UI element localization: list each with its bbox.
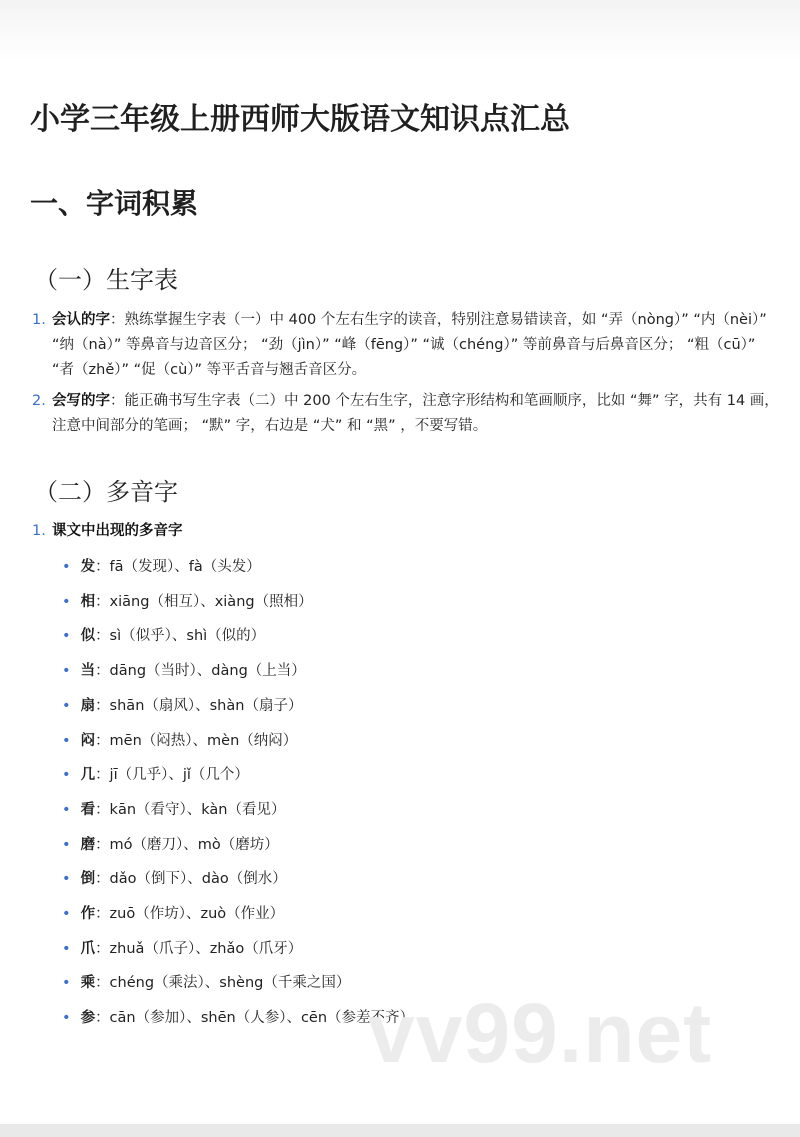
item-key: 会认的字	[52, 312, 110, 328]
pinyin-text: ：cān（参加）、shēn（人参）、cēn（参差不齐）	[95, 1010, 415, 1027]
char-key: 相	[80, 593, 96, 610]
char-key: 扇	[80, 697, 96, 714]
pinyin-text: ：shān（扇风）、shàn（扇子）	[95, 697, 303, 714]
pinyin-text: ：mēn（闷热）、mèn（纳闷）	[95, 732, 298, 749]
bullet-icon: •	[62, 732, 71, 749]
bullet-icon: •	[62, 940, 71, 957]
bullet-item	[62, 592, 313, 612]
char-key: 参	[80, 1010, 96, 1027]
pinyin-text: ：zhuǎ（爪子）、zhǎo（爪牙）	[95, 940, 303, 957]
item-text: ：能正确书写生字表（二）中 200 个左右生字，注意字形结构和笔画顺序，比如 “舞” 字，共有 14 画，注意中间部分的笔画； “默” 字，右边是 “犬” 和 “黑” ，不要写错。	[52, 393, 779, 434]
bullet-item	[62, 696, 302, 716]
page-title: 小学三年级上册西师大版语文知识点汇总	[30, 102, 570, 137]
bullet-item	[62, 661, 306, 681]
bullet-item	[62, 800, 286, 820]
list-item	[32, 308, 782, 383]
bullet-item	[62, 904, 284, 924]
char-key: 当	[80, 663, 96, 680]
pinyin-text: ：sì（似乎）、shì（似的）	[95, 628, 266, 645]
bullet-icon: •	[62, 697, 71, 714]
item-key: 会写的字	[52, 393, 110, 409]
bullet-item	[62, 973, 350, 993]
list-number: 1.	[32, 523, 46, 539]
char-key: 发	[80, 559, 96, 575]
bullet-icon: •	[62, 975, 71, 992]
list-number: 2.	[32, 393, 46, 409]
bullet-icon: •	[62, 628, 71, 645]
bullet-item	[62, 765, 249, 785]
char-key: 乘	[80, 975, 96, 992]
list-number: 1.	[32, 312, 46, 328]
bullet-icon: •	[62, 906, 71, 922]
bullet-icon: •	[62, 663, 71, 680]
subsection-heading: （一）生字表	[34, 266, 178, 294]
bullet-item	[62, 939, 302, 959]
bullet-item	[62, 869, 287, 889]
bullet-item	[62, 835, 279, 855]
bullet-icon: •	[62, 559, 71, 575]
char-key: 倒	[80, 871, 96, 888]
char-key: 磨	[80, 836, 96, 853]
bullet-icon: •	[62, 871, 71, 888]
watermark: vv99.net	[368, 986, 713, 1080]
char-key: 作	[80, 906, 96, 922]
bullet-icon: •	[62, 767, 71, 784]
list-item	[32, 389, 782, 439]
pinyin-text: ：xiāng（相互）、xiàng（照相）	[95, 593, 313, 610]
pinyin-text: ：fā（发现）、fà（头发）	[95, 559, 261, 575]
pinyin-text: ：dǎo（倒下）、dào（倒水）	[95, 871, 287, 888]
top-band	[0, 0, 800, 60]
char-key: 似	[80, 628, 96, 645]
section-heading: 一、字词积累	[30, 187, 199, 220]
char-key: 几	[80, 767, 96, 784]
pinyin-text: ：mó（磨刀）、mò（磨坊）	[95, 836, 279, 853]
char-key: 爪	[80, 940, 96, 957]
bullet-item	[62, 557, 261, 577]
pinyin-text: ：dāng（当时）、dàng（上当）	[95, 663, 306, 680]
bullet-icon: •	[62, 836, 71, 853]
pinyin-text: ：zuō（作坊）、zuò（作业）	[95, 906, 285, 922]
pinyin-text: ：kān（看守）、kàn（看见）	[95, 801, 286, 818]
list-item	[32, 519, 782, 544]
bullet-icon: •	[62, 593, 71, 610]
pinyin-text: ：chéng（乘法）、shèng（千乘之国）	[95, 975, 351, 992]
item-text: ：熟练掌握生字表（一）中 400 个左右生字的读音，特别注意易错读音，如 “弄（nòng）” “内（nèi）” “纳（nà）” 等鼻音与边音区分； “劲（jìn）” “峰（fēng）” “诚（chéng）” 等前鼻音与后鼻音区分； “粗（cū）” “者（zhě）” “促（cù）” 等平舌音与翘舌音区分。	[52, 312, 767, 378]
pinyin-text: ：jī（几乎）、jǐ（几个）	[95, 767, 249, 784]
subsection-heading: （二）多音字	[34, 478, 178, 506]
bottom-band	[0, 1124, 800, 1137]
char-key: 看	[80, 801, 96, 818]
bullet-item	[62, 731, 297, 751]
bullet-item	[62, 626, 265, 646]
bullet-item	[62, 1008, 414, 1028]
bullet-icon: •	[62, 1010, 71, 1027]
bullet-icon: •	[62, 801, 71, 818]
char-key: 闷	[80, 732, 96, 749]
list-title: 课文中出现的多音字	[52, 523, 183, 539]
